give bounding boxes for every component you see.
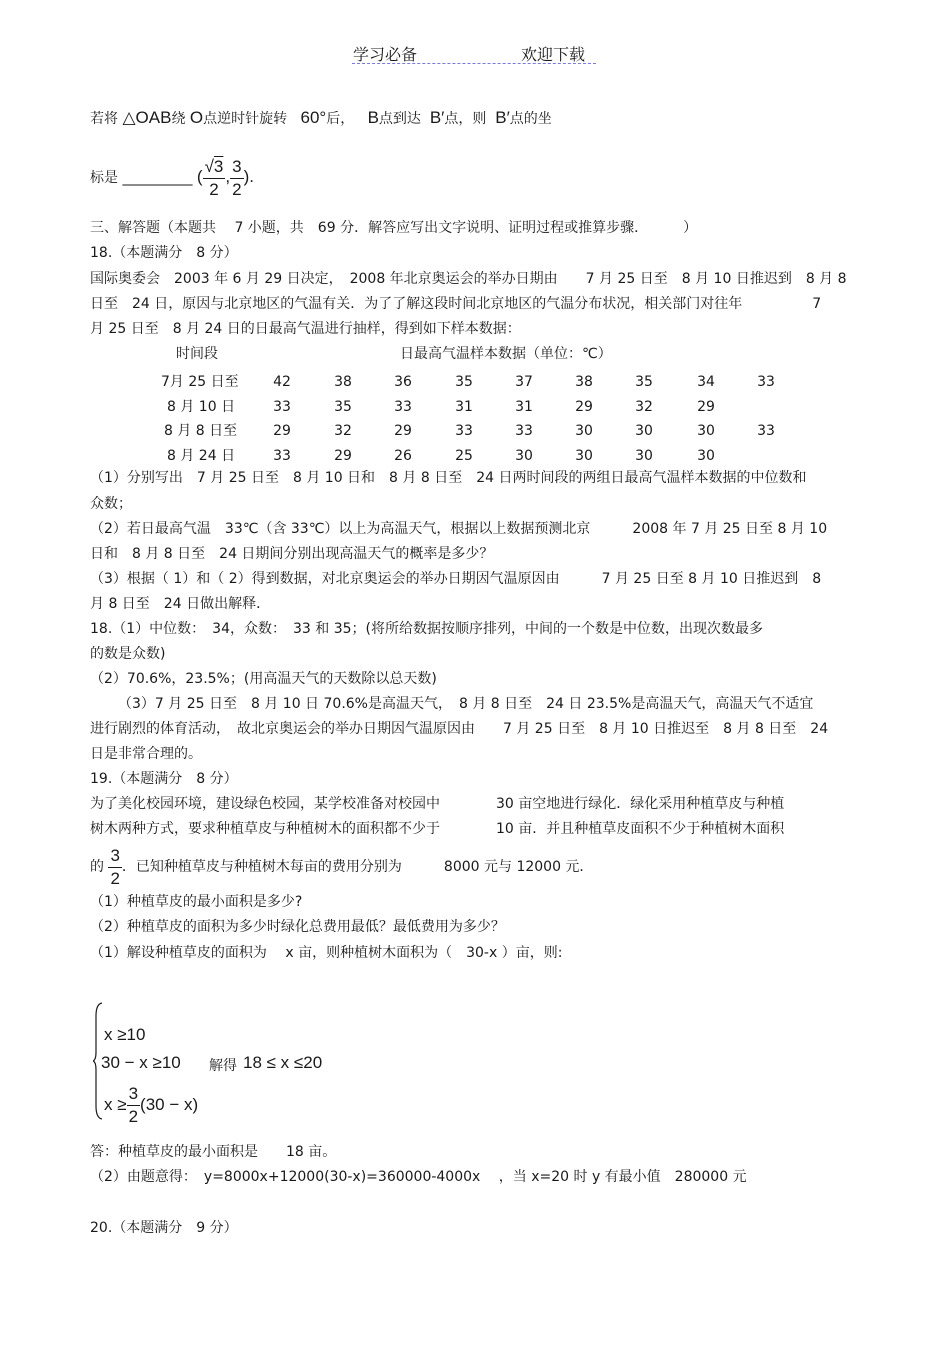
q18-sub-question: （2）若日最高气温 33℃（含 33℃）以上为高温天气，根据以上数据预测北京 2008 年 7 月 25 日至 8 月 10 [90,521,828,537]
text: 后， [326,111,355,127]
q18-answer: （2）70.6%，23.5%；(用高温天气的天数除以总天数) [90,671,437,687]
numerator: 3 [127,1083,140,1106]
point-o: O [189,108,204,127]
q18-sub-question: （1）分别写出 7 月 25 日至 8 月 10 日和 8 月 8 日至 24 日两时间段的两组日最高气温样本数据的中位数和 [90,470,807,486]
table-cell: 38 [575,374,593,390]
q19-para: 为了美化校园环境，建设绿色校园，某学校准备对校园中 30 亩空地进行绿化．绿化采用种植草皮与种植 [90,796,785,812]
paren: ( [196,167,203,186]
text: 点逆时针旋转 [203,111,288,127]
table-row-label: 8 月 10 日 [167,399,236,415]
table-cell: 35 [635,374,653,390]
q18-para: 国际奥委会 2003 年 6 月 29 日决定， 2008 年北京奥运会的举办日期由 7 月 25 日至 8 月 10 日推迟到 8 月 8 [90,271,847,287]
text: (30 − x) [140,1095,199,1114]
table-cell: 25 [455,448,473,464]
table-cell: 33 [757,423,775,439]
q19-answer: （2）由题意得： y=8000x+12000(30-x)=360000-4000x ，当 x=20 时 y 有最小值 280000 元 [90,1169,747,1185]
table-cell: 26 [394,448,412,464]
table-cell: 29 [394,423,412,439]
table-cell: 31 [515,399,533,415]
header-right: 欢迎下载 [521,45,586,64]
table-cell: 32 [334,423,352,439]
q18-para: 月 25 日至 8 月 24 日的日最高气温进行抽样，得到如下样本数据： [90,321,521,337]
q18-answer: 的数是众数) [90,646,166,662]
q18-sub-question: 日和 8 月 8 日至 24 日期间分别出现高温天气的概率是多少？ [90,546,494,562]
numerator: 3 [213,156,224,176]
table-cell: 33 [394,399,412,415]
text: 绕 [171,111,186,127]
q18-sub-question: 众数； [90,496,132,512]
q18-answer: 18.（1）中位数： 34，众数： 33 和 35；(将所给数据按顺序排列，中间的一个数是中位数，出现次数最多 [90,621,763,637]
table-cell: 30 [575,423,593,439]
table-col-header: 时间段 [176,346,218,362]
section-3-heading: 三、解答题（本题共 7 小题，共 69 分．解答应写出文字说明、证明过程或推算步骤． ） [90,220,698,236]
table-cell: 29 [697,399,715,415]
denominator: 2 [128,1107,139,1127]
table-cell: 29 [273,423,291,439]
table-cell: 32 [635,399,653,415]
text: ．已知种植草皮与种植树木每亩的费用分别为 8000 元与 12000 元． [121,859,594,875]
table-cell: 35 [455,374,473,390]
table-col-header: 日最高气温样本数据（单位：℃） [400,346,612,362]
table-cell: 36 [394,374,412,390]
intro-line-1 [90,109,552,128]
triangle-label: △OAB [122,108,172,127]
q19-answer: 答：种植草皮的最小面积是 18 亩。 [90,1144,337,1160]
inequality-2: 30 − x ≥10 [101,1053,181,1072]
table-cell: 30 [697,423,715,439]
table-cell: 30 [635,423,653,439]
table-row-label: 8 月 8 日至 [164,423,238,439]
text: 标是 [90,170,118,186]
fraction-3-over-2 [127,1083,140,1128]
point-b: B [367,108,379,127]
text: 若将 [90,111,118,127]
intro-line-2 [90,152,254,203]
header-underline [352,63,596,64]
numerator: 3 [108,845,121,868]
q19-para [90,842,593,892]
q19-sub-question: （2）种植草皮的面积为多少时绿化总费用最低？最低费用为多少？ [90,919,505,935]
denominator: 2 [232,179,242,199]
table-cell: 34 [697,374,715,390]
q18-sub-question: 月 8 日至 24 日做出解释． [90,596,271,612]
q19-sub-question: （1）种植草皮的最小面积是多少? [90,894,303,910]
text: 点的坐 [509,111,552,127]
table-cell: 30 [635,448,653,464]
fraction-3-over-2 [230,156,243,201]
point-b-prime: B′ [495,108,510,127]
inequality-3 [104,1080,198,1130]
text: x ≥ [104,1095,127,1114]
table-cell: 30 [575,448,593,464]
table-cell: 33 [757,374,775,390]
q18-para: 日至 24 日，原因与北京地区的气温有关．为了了解这段时间北京地区的气温分布状况，相关部门对往年 7 [90,296,822,312]
table-cell: 33 [273,448,291,464]
q18-title: 18.（本题满分 8 分） [90,245,238,261]
q18-sub-question: （3）根据（ 1）和（ 2）得到数据，对北京奥运会的举办日期因气温原因由 7 月 25 日至 8 月 10 日推迟到 8 [90,571,822,587]
inequality-1: x ≥10 [104,1025,146,1044]
table-row-label: 7月 25 日至 [161,374,239,390]
fraction-sqrt3-over-2: $\frac{√3}{2}$ [204,156,224,199]
table-cell: 29 [334,448,352,464]
text: 点，则 [444,111,487,127]
table-cell: 33 [515,423,533,439]
header-left: 学习必备 [353,45,418,64]
table-cell: 29 [575,399,593,415]
table-cell: 33 [273,399,291,415]
table-cell: 38 [334,374,352,390]
q19-para: 树木两种方式，要求种植草皮与种植树木的面积都不少于 10 亩．并且种植草皮面积不少于种植树木面积 [90,821,785,837]
numerator: 3 [230,156,243,179]
table-cell: 35 [334,399,352,415]
denominator: 2 [110,868,120,888]
solve-label: 解得 [209,1058,237,1074]
text: 点到达 [378,111,421,127]
table-cell: 30 [697,448,715,464]
point-b-prime: B′ [429,108,445,127]
text: 的 [90,859,104,875]
table-cell: 33 [455,423,473,439]
table-cell: 30 [515,448,533,464]
paren: ). [243,167,254,186]
table-cell: 37 [515,374,533,390]
q18-answer: 日是非常合理的。 [90,746,202,762]
table-cell: 42 [273,374,291,390]
q19-solution: （1）解设种植草皮的面积为 x 亩，则种植树木面积为（ 30-x ）亩，则: [90,945,563,961]
answer-blank: __________ [122,170,193,186]
angle-value: 60° [300,108,327,127]
table-cell: 31 [455,399,473,415]
q18-answer: 进行剧烈的体育活动， 故北京奥运会的举办日期因气温原因由 7 月 25 日至 8 月 10 日推迟至 8 月 8 日至 24 [90,721,829,737]
denominator: 2 [209,179,219,199]
q20-title: 20.（本题满分 9 分） [90,1220,238,1236]
q18-answer: （3）7 月 25 日至 8 月 10 日 70.6%是高温天气， 8 月 8 日至 24 日 23.5%是高温天气，高温天气不适宜 [118,696,814,712]
fraction-3-over-2 [108,845,121,890]
table-row-label: 8 月 24 日 [167,448,236,464]
q19-title: 19.（本题满分 8 分） [90,771,238,787]
comma: , [225,167,231,186]
solve-expression: 18 ≤ x ≤20 [243,1053,323,1072]
